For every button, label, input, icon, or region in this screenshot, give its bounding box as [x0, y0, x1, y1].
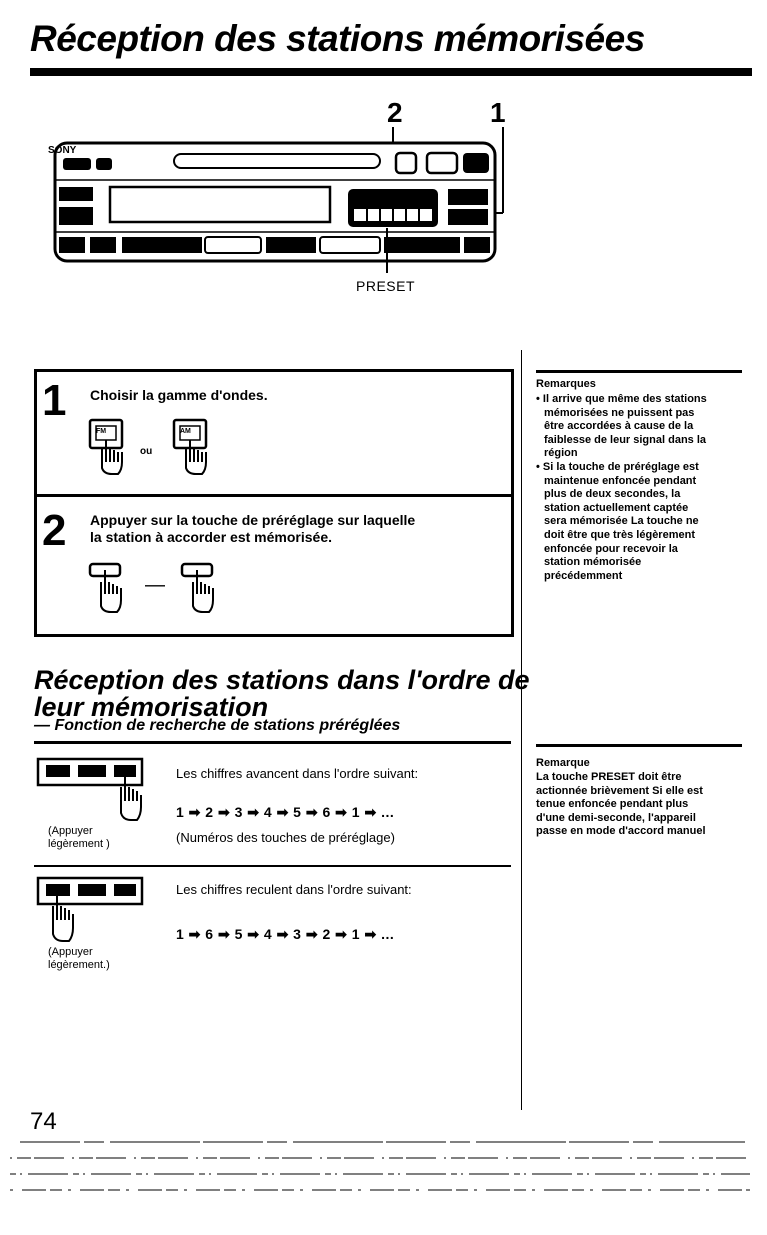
page-number: 74 — [30, 1108, 57, 1135]
notes-line: station mémorisée — [544, 556, 642, 569]
preset-button-hand-icon-2 — [180, 558, 216, 614]
backward-press-line2: légèrement.) — [48, 959, 110, 971]
note2-line: actionnée brièvement Si elle est — [536, 784, 703, 797]
notes-rule — [536, 370, 742, 373]
notes-line: être accordées à cause de la — [544, 420, 694, 433]
section-rule — [34, 741, 511, 744]
backward-text: Les chiffres reculent dans l'ordre suivant: — [176, 882, 412, 897]
notes-line: doit être que très légèrement — [544, 528, 695, 541]
notes-line: enfoncée pour recevoir la — [544, 542, 678, 555]
step-1-number: 1 — [42, 376, 67, 425]
section-title-line1: Réception des stations dans l'ordre de — [34, 665, 530, 695]
step-1-text: Choisir la gamme d'ondes. — [90, 387, 268, 403]
scan-artifact-strip — [0, 1136, 767, 1206]
backward-press-line1: (Appuyer — [48, 946, 93, 958]
step-2-text-line2: la station à accorder est mémorisée. — [90, 529, 332, 545]
connector-ou: ou — [140, 446, 153, 457]
notes-line: mémorisées ne puissent pas — [544, 406, 695, 419]
note2-rule — [536, 744, 742, 747]
notes-line: • Si la touche de préréglage est — [536, 460, 699, 473]
section-title-line2: leur mémorisation — [34, 692, 269, 722]
note2-title: Remarque — [536, 757, 590, 769]
step-2-number: 2 — [42, 506, 67, 555]
notes-line: sera mémorisée La touche ne — [544, 515, 699, 528]
note2-line: tenue enfoncée pendant plus — [536, 798, 689, 811]
step-separator — [34, 494, 511, 497]
notes-body — [536, 393, 746, 583]
car-radio-illustration — [50, 125, 510, 295]
fm-button-hand-icon — [88, 418, 128, 476]
notes-line: faiblesse de leur signal dans la — [544, 433, 707, 446]
step-2-text-line1: Appuyer sur la touche de préréglage sur laquelle — [90, 512, 416, 528]
preset-label: PRESET — [356, 278, 416, 294]
callout-1: 1 — [490, 97, 506, 128]
forward-sequence: 1 ➡ 2 ➡ 3 ➡ 4 ➡ 5 ➡ 6 ➡ 1 ➡ ... — [176, 804, 395, 820]
callout-2: 2 — [387, 97, 403, 128]
notes-line: maintenue enfoncée pendant — [544, 474, 697, 487]
am-button-label: AM — [180, 428, 191, 435]
forward-preset-hand-icon — [36, 757, 146, 823]
section-subtitle: — Fonction de recherche de stations préréglées — [34, 717, 401, 734]
sub-rule — [34, 865, 511, 867]
title-rule — [30, 68, 752, 76]
note2-body — [536, 771, 746, 839]
page-title: Réception des stations mémorisées — [30, 18, 645, 59]
step-2-dash: — — [145, 574, 165, 596]
backward-sequence: 1 ➡ 6 ➡ 5 ➡ 4 ➡ 3 ➡ 2 ➡ 1 ➡ ... — [176, 926, 395, 942]
notes-line: région — [544, 447, 578, 460]
column-divider — [521, 350, 522, 1110]
preset-button-hand-icon — [88, 558, 124, 614]
am-button-hand-icon — [172, 418, 212, 476]
notes-line: plus de deux secondes, la — [544, 488, 681, 501]
backward-preset-hand-icon — [36, 876, 146, 944]
notes-line: précédemment — [544, 569, 623, 582]
note2-line: La touche PRESET doit être — [536, 771, 682, 783]
note2-line: d'une demi-seconde, l'appareil — [536, 811, 696, 824]
forward-caption: (Numéros des touches de préréglage) — [176, 830, 395, 845]
forward-text: Les chiffres avancent dans l'ordre suivant: — [176, 766, 419, 781]
forward-press-line2: légèrement ) — [48, 838, 110, 850]
notes-line: • Il arrive que même des stations — [536, 393, 707, 405]
notes-title: Remarques — [536, 378, 596, 390]
brand-logo: SONY — [48, 145, 77, 156]
fm-button-label: FM — [96, 428, 107, 435]
notes-line: station actuellement captée — [544, 501, 689, 514]
forward-press-line1: (Appuyer — [48, 825, 93, 837]
note2-line: passe en mode d'accord manuel — [536, 825, 706, 838]
